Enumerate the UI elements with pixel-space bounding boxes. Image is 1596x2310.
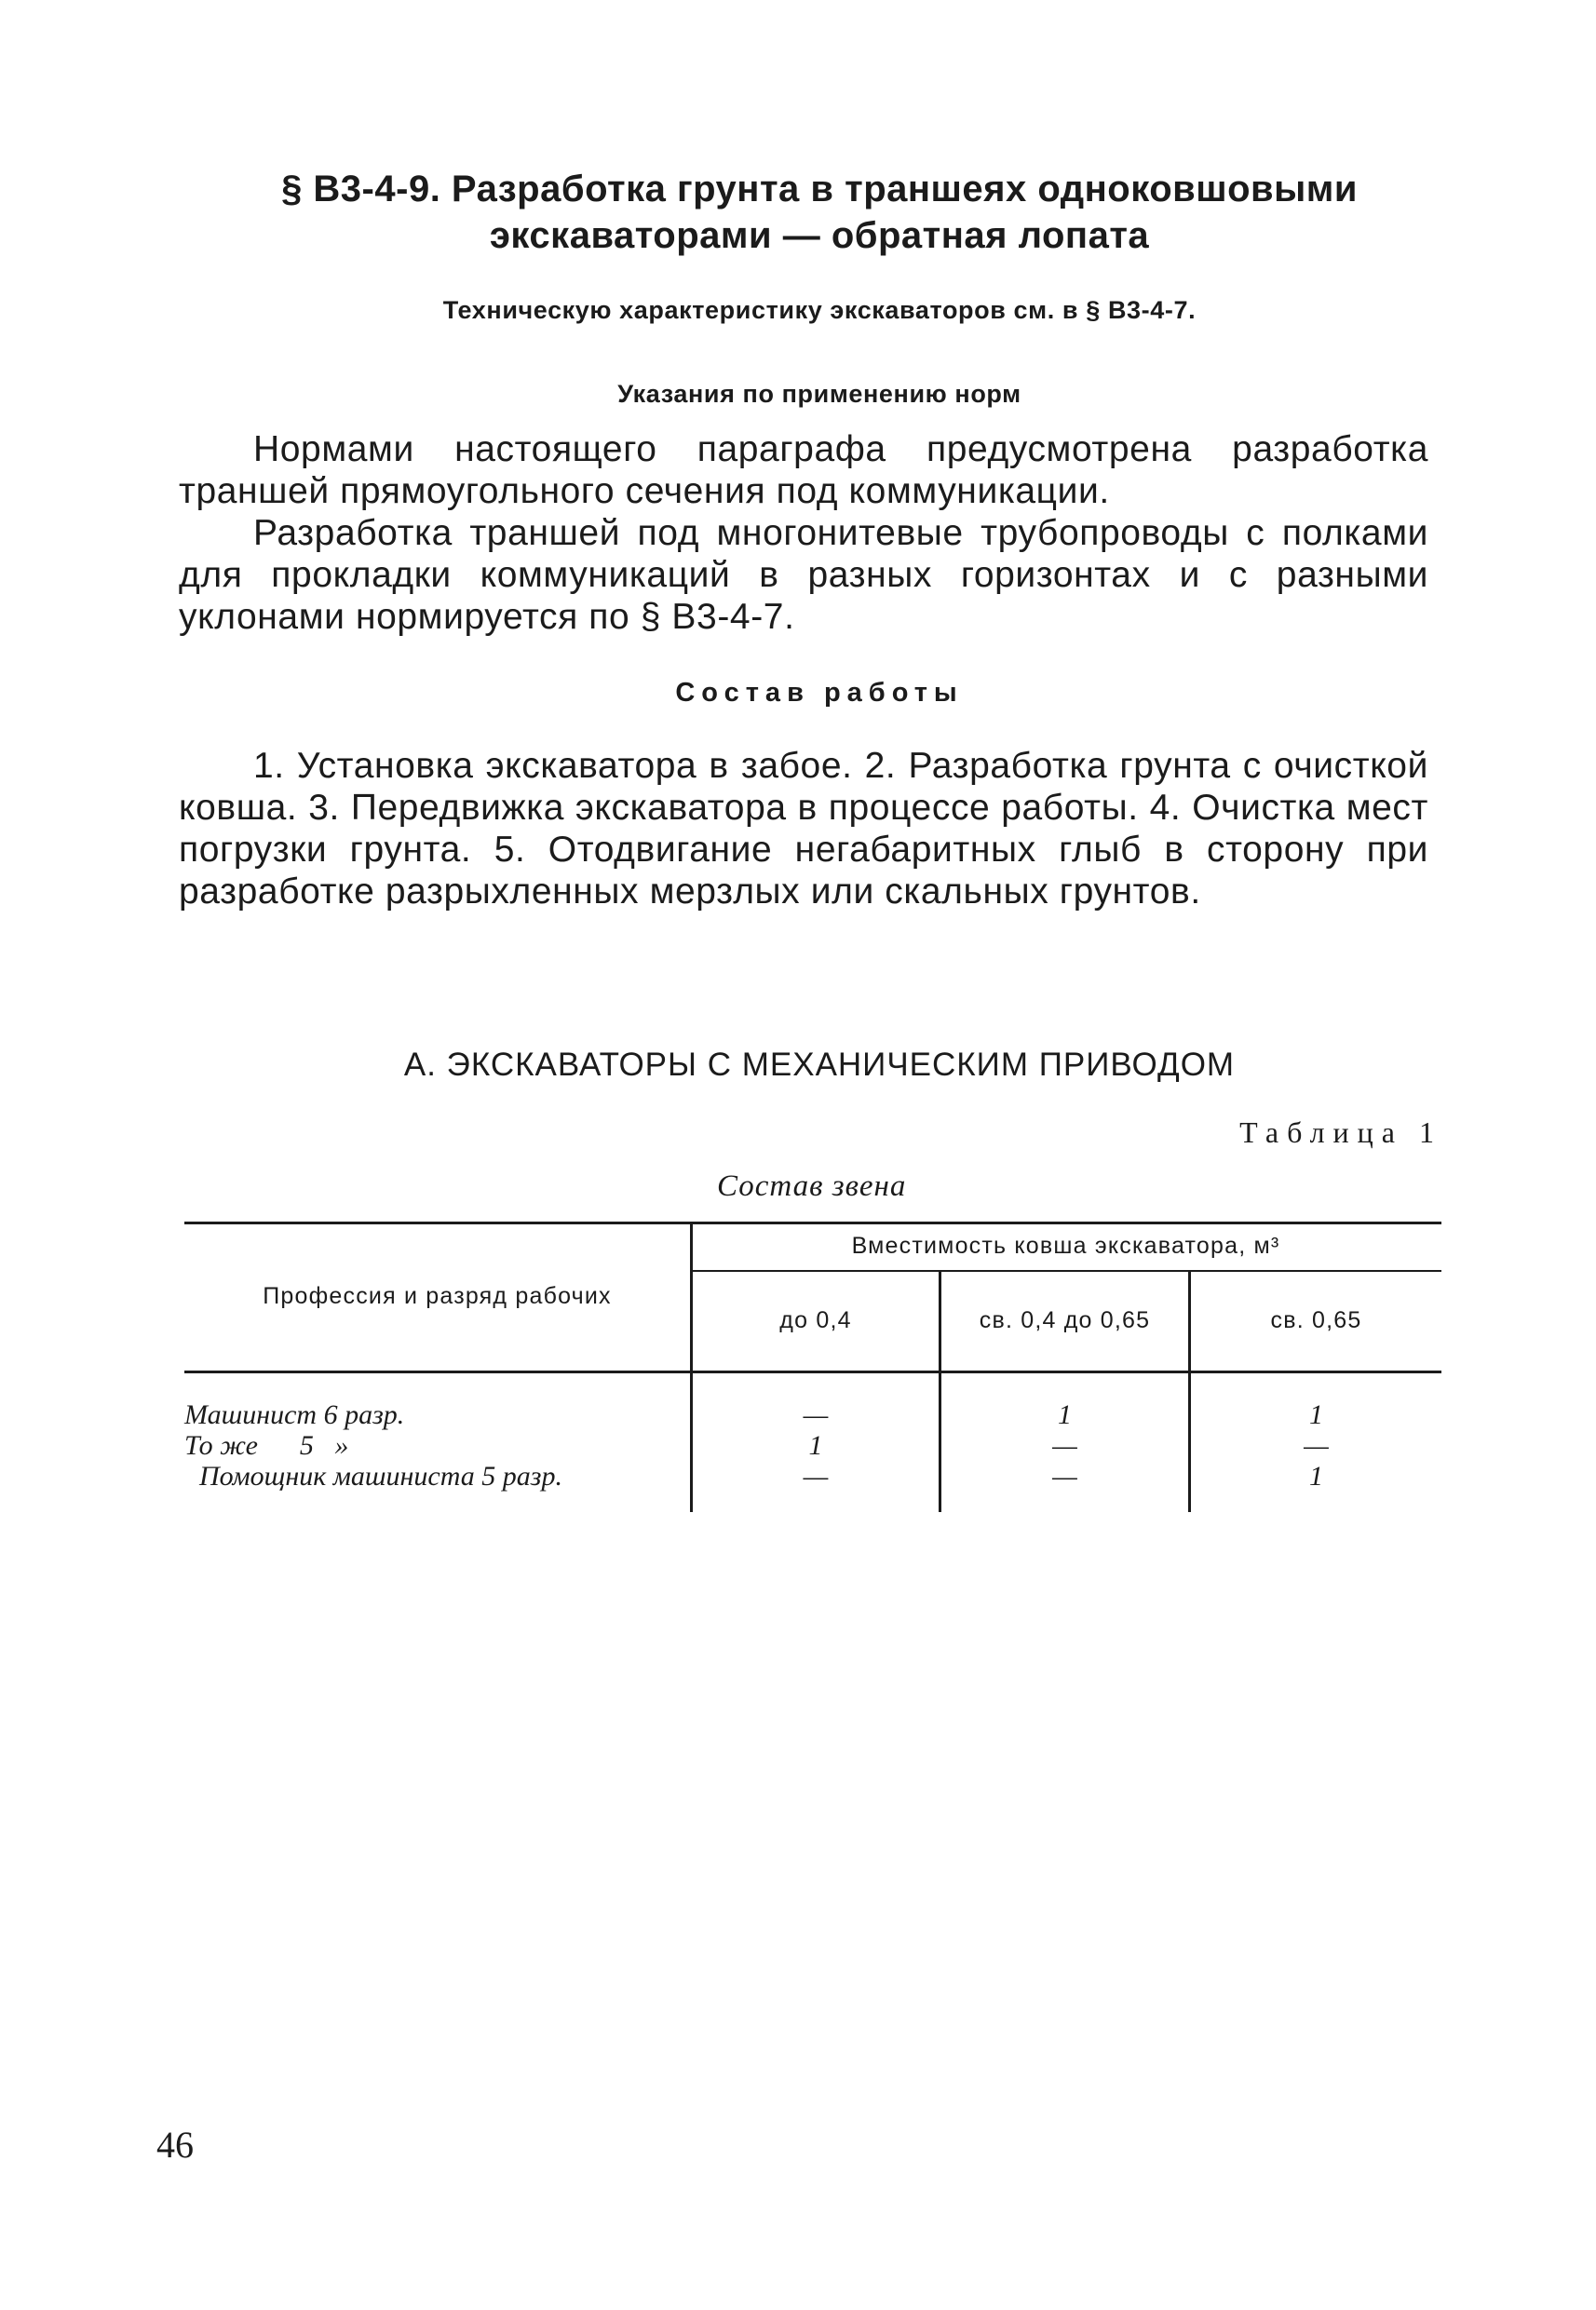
table-row-label: То же 5 » <box>184 1430 349 1461</box>
table-cell: — <box>803 1461 829 1492</box>
table-cell: 1 <box>808 1430 823 1461</box>
table-cell: 1 <box>1309 1461 1323 1492</box>
work-title: Состав работы <box>675 678 964 708</box>
header-profession: Профессия и разряд рабочих <box>263 1283 612 1309</box>
table-label: Таблица 1 <box>1239 1115 1442 1149</box>
section-heading <box>177 166 1462 259</box>
table-row-label: Машинист 6 разр. <box>184 1399 405 1430</box>
group-header-rule <box>690 1270 1441 1272</box>
work-paragraph: 1. Установка экскаватора в забое. 2. Разработка грунта с очисткой ковша. 3. Передвижка экскаватора в процессе работы. 4. Очистка мест погрузки грунта. 5. Отодвигание негабаритных глыб в сторону при разработке разрыхленных мерзлых или скальных грунтов. <box>179 746 1428 912</box>
guidance-paragraph-2: Разработка траншей под многонитевые трубопроводы с полками для прокладки коммуникаций в разных горизонтах и с разными уклонами нормируется по § В3-4-7. <box>179 513 1428 637</box>
tech-reference-note: Техническую характеристику экскаваторов см. в § В3-4-7. <box>442 296 1197 324</box>
table-top-rule <box>184 1222 1441 1224</box>
table-cell: 1 <box>1309 1399 1323 1430</box>
page-number: 46 <box>156 2124 194 2166</box>
table-cell: — <box>1304 1430 1329 1461</box>
table-cell: — <box>1052 1430 1077 1461</box>
header-bucket-capacity: Вместимость ковша экскаватора, м³ <box>851 1233 1280 1259</box>
guidance-text <box>179 428 1428 638</box>
guidance-paragraph-1: Нормами настоящего параграфа предусмотрена разработка траншей прямоугольного сечения под коммуникации. <box>179 429 1428 511</box>
heading-line-2: экскаваторами — обратная лопата <box>489 215 1150 256</box>
work-text <box>179 745 1428 912</box>
crew-table <box>184 1222 1441 1512</box>
header-col-2: св. 0,4 до 0,65 <box>979 1307 1151 1333</box>
table-caption: Состав звена <box>717 1169 907 1203</box>
table-cell: — <box>803 1399 829 1430</box>
table-row-label: Помощник машиниста 5 разр. <box>199 1461 562 1492</box>
header-col-3: св. 0,65 <box>1270 1307 1362 1333</box>
header-col-1: до 0,4 <box>779 1307 852 1333</box>
table-cell: 1 <box>1058 1399 1072 1430</box>
guidance-title: Указания по применению норм <box>617 380 1021 408</box>
heading-line-1: § В3-4-9. Разработка грунта в траншеях одноковшовыми <box>281 169 1358 209</box>
table-cell: — <box>1052 1461 1077 1492</box>
section-a-heading: А. ЭКСКАВАТОРЫ С МЕХАНИЧЕСКИМ ПРИВОДОМ <box>403 1047 1236 1083</box>
header-bottom-rule <box>184 1371 1441 1373</box>
